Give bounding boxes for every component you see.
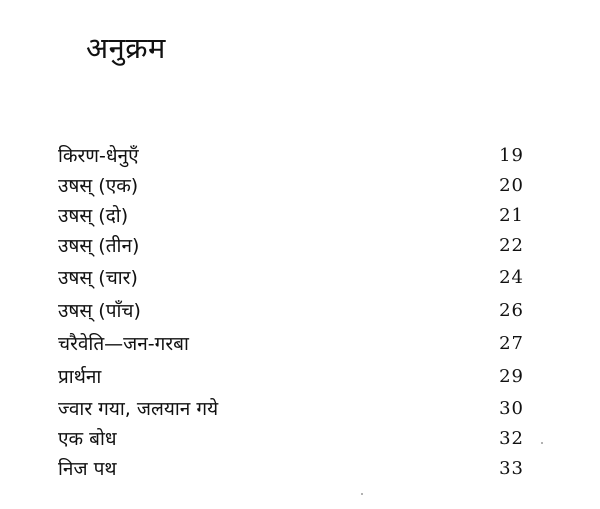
toc-entry-page: 24 [499, 267, 524, 288]
toc-entry [58, 331, 524, 361]
toc-entry-title: प्रार्थना [58, 366, 102, 388]
toc-entry-title: ज्वार गया, जलयान गये [58, 398, 219, 420]
toc-entry [58, 173, 524, 203]
toc-entry-page: 32 [499, 428, 524, 449]
toc-entry [58, 203, 524, 233]
toc-entry [58, 265, 524, 295]
toc-entry-page: 30 [499, 398, 524, 419]
scan-speck [541, 442, 543, 444]
toc-entry-page: 27 [499, 333, 524, 354]
toc-entry-page: 21 [499, 205, 524, 226]
toc-entry-title: चरैवेति—जन-गरबा [58, 333, 189, 355]
toc-entry-page: 19 [499, 145, 524, 166]
toc-entry-title: उषस् (तीन) [58, 235, 140, 257]
toc-entry [58, 364, 524, 394]
toc-entry-page: 33 [499, 458, 524, 479]
toc-entry [58, 456, 524, 486]
toc-entry-title: उषस् (पाँच) [58, 300, 141, 322]
toc-entry-page: 29 [499, 366, 524, 387]
toc-entry-page: 22 [499, 235, 524, 256]
toc-entry [58, 298, 524, 328]
page-title: अनुक्रम [86, 31, 166, 65]
toc-entry-title: उषस् (चार) [58, 267, 138, 289]
toc-entry-title: उषस् (एक) [58, 175, 139, 197]
toc-entry-title: उषस् (दो) [58, 205, 129, 227]
toc-entry [58, 233, 524, 263]
toc-entry [58, 426, 524, 456]
toc-entry [58, 396, 524, 426]
scan-speck [361, 493, 363, 495]
toc-entry-title: निज पथ [58, 458, 117, 480]
toc-entry-page: 20 [499, 175, 524, 196]
toc-entry-page: 26 [499, 300, 524, 321]
toc-entry-title: किरण-धेनुएँ [58, 145, 139, 167]
toc-entry-title: एक बोध [58, 428, 117, 450]
toc-entry [58, 143, 524, 173]
